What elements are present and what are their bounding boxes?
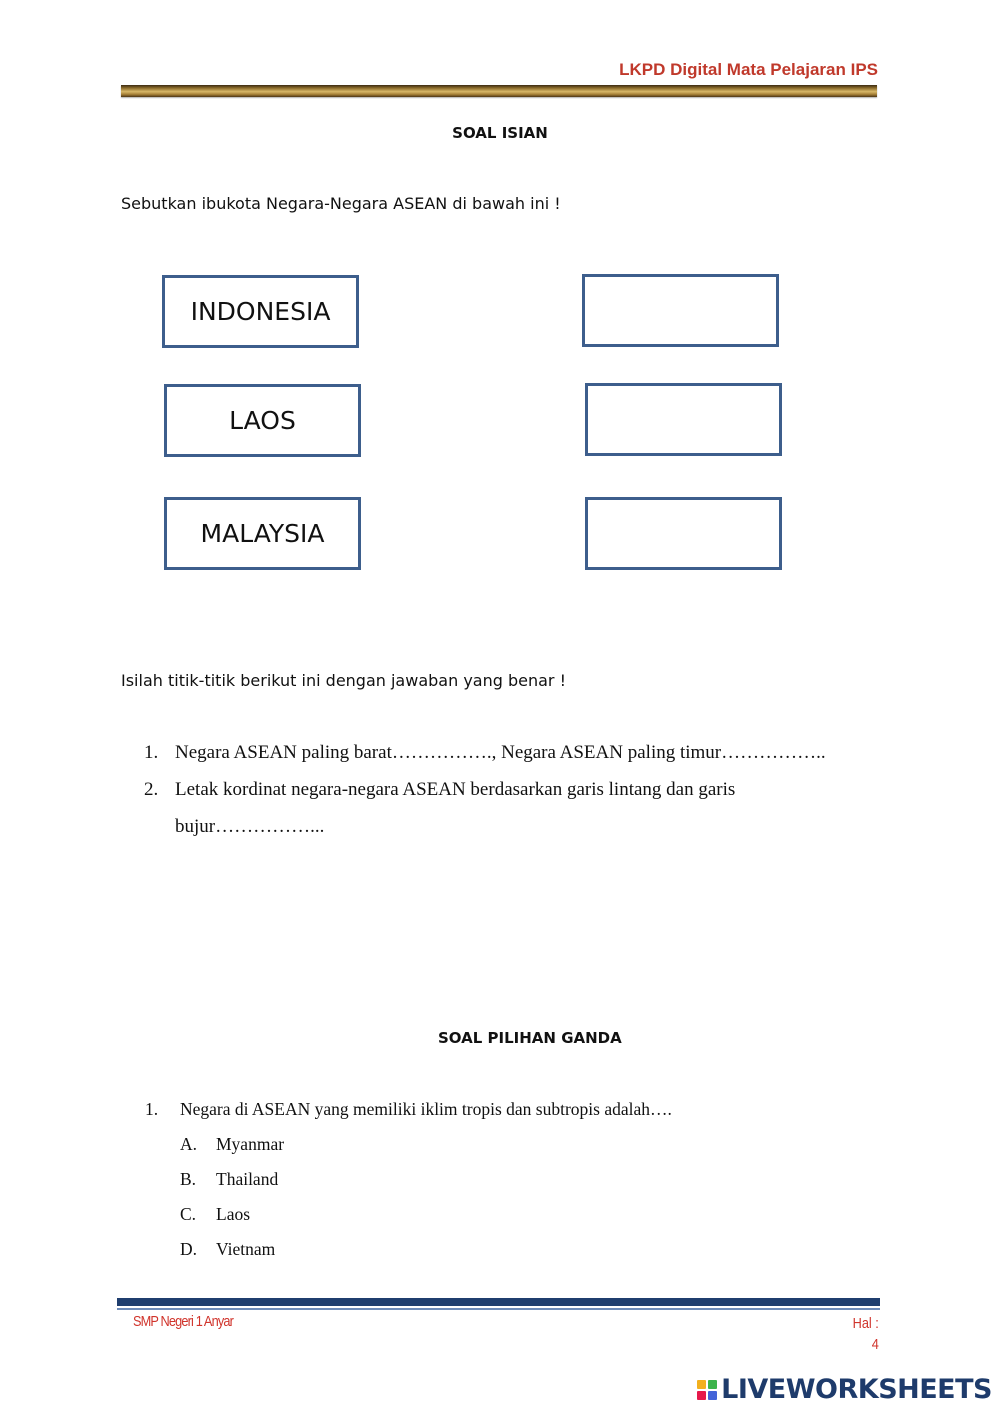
footer-divider	[117, 1298, 880, 1306]
option-thailand[interactable]: Thailand	[216, 1169, 279, 1189]
option-laos[interactable]: Laos	[216, 1204, 251, 1224]
option-letter: A.	[180, 1134, 198, 1154]
liveworksheets-icon	[697, 1380, 717, 1400]
capital-answer-box-1[interactable]	[582, 274, 779, 347]
capital-answer-box-2[interactable]	[585, 383, 782, 456]
option-vietnam[interactable]: Vietnam	[216, 1239, 276, 1259]
fill-item-number: 2.	[144, 779, 159, 800]
country-label: INDONESIA	[190, 297, 331, 326]
document-header-title: LKPD Digital Mata Pelajaran IPS	[619, 60, 878, 79]
liveworksheets-logo[interactable]	[697, 1374, 992, 1405]
option-letter: C.	[180, 1204, 197, 1224]
footer-divider-accent	[117, 1308, 880, 1310]
country-box-laos	[164, 384, 361, 457]
country-box-indonesia	[162, 275, 359, 348]
fill-item-text: Negara ASEAN paling barat……………., Negara ASEAN paling timur……………..	[175, 742, 826, 763]
footer-page-indicator	[853, 1313, 879, 1355]
question-number: 1.	[145, 1099, 159, 1119]
option-letter: D.	[180, 1239, 198, 1259]
country-label: LAOS	[229, 406, 296, 435]
isian-section-title: SOAL ISIAN	[452, 124, 548, 142]
footer-page-number: 4	[871, 1336, 879, 1353]
capital-answer-box-3[interactable]	[585, 497, 782, 570]
fill-item-number: 1.	[144, 742, 159, 763]
fill-item-text-continued: bujur……………...	[175, 816, 325, 837]
question-text: Negara di ASEAN yang memiliki iklim tropis dan subtropis adalah….	[180, 1099, 672, 1119]
country-label: MALAYSIA	[200, 519, 325, 548]
header-divider	[121, 85, 877, 97]
fill-item-text: Letak kordinat negara-negara ASEAN berdasarkan garis lintang dan garis	[175, 779, 736, 800]
fill-instruction: Isilah titik-titik berikut ini dengan jawaban yang benar !	[121, 671, 566, 690]
liveworksheets-wordmark: LIVEWORKSHEETS	[721, 1374, 992, 1405]
pg-section-title: SOAL PILIHAN GANDA	[438, 1029, 622, 1047]
isian-instruction: Sebutkan ibukota Negara-Negara ASEAN di bawah ini !	[121, 194, 561, 213]
footer-school-name: SMP Negeri 1 Anyar	[133, 1313, 233, 1330]
option-myanmar[interactable]: Myanmar	[216, 1134, 285, 1154]
option-letter: B.	[180, 1169, 197, 1189]
country-box-malaysia	[164, 497, 361, 570]
footer-page-label: Hal :	[852, 1315, 879, 1332]
